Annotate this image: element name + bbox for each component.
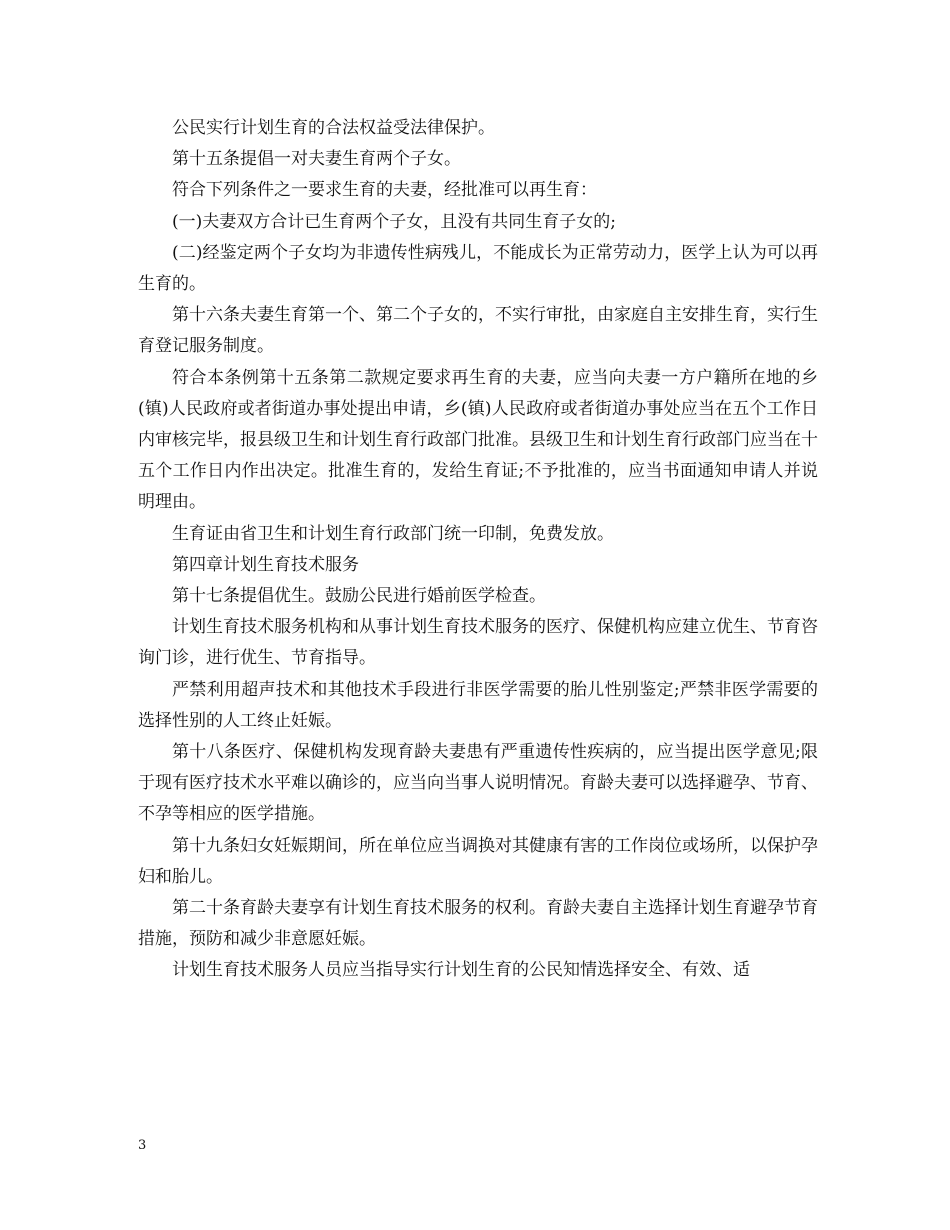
chapter-heading: 第四章计划生育技术服务 xyxy=(172,554,359,575)
paragraph: 符合本条例第十五条第二款规定要求再生育的夫妻，应当向夫妻一方户籍所在地的乡(镇)人民政府或者街道办事处提出申请，乡(镇)人民政府或者街道办事处应当在五个工作日内审核完毕，报县级卫生和计划生育行政部门批准。县级卫生和计划生育行政部门应当在十五个工作日内作出决定。批准生育的，发给生育证;不予批准的，应当书面通知申请人并说明理由。 xyxy=(138,367,818,513)
paragraph: 第十七条提倡优生。鼓励公民进行婚前医学检查。 xyxy=(172,586,546,607)
paragraph: 第十五条提倡一对夫妻生育两个子女。 xyxy=(172,149,461,170)
paragraph: 公民实行计划生育的合法权益受法律保护。 xyxy=(172,118,495,138)
page-number: 3 xyxy=(138,1138,147,1153)
paragraph: 第二十条育龄夫妻享有计划生育技术服务的权利。育龄夫妻自主选择计划生育避孕节育措施，预防和减少非意愿妊娠。 xyxy=(138,898,818,950)
paragraph: (二)经鉴定两个子女均为非遗传性病残儿，不能成长为正常劳动力，医学上认为可以再生育的。 xyxy=(138,242,818,295)
paragraph: 第十六条夫妻生育第一个、第二个子女的，不实行审批，由家庭自主安排生育，实行生育登记服务制度。 xyxy=(138,305,818,357)
paragraph: 计划生育技术服务人员应当指导实行计划生育的公民知情选择安全、有效、适 xyxy=(172,960,750,981)
paragraph: 第十九条妇女妊娠期间，所在单位应当调换对其健康有害的工作岗位或场所，以保护孕妇和胎儿。 xyxy=(138,835,818,887)
document-body xyxy=(138,113,818,987)
paragraph: 严禁利用超声技术和其他技术手段进行非医学需要的胎儿性别鉴定;严禁非医学需要的选择性别的人工终止妊娠。 xyxy=(138,679,818,731)
paragraph: 计划生育技术服务机构和从事计划生育技术服务的医疗、保健机构应建立优生、节育咨询门诊，进行优生、节育指导。 xyxy=(138,617,818,669)
paragraph: 第十八条医疗、保健机构发现育龄夫妻患有严重遗传性疾病的，应当提出医学意见;限于现有医疗技术水平难以确诊的，应当向当事人说明情况。育龄夫妻可以选择避孕、节育、不孕等相应的医学措施。 xyxy=(138,742,818,825)
paragraph: (一)夫妻双方合计已生育两个子女，且没有共同生育子女的; xyxy=(172,211,616,232)
paragraph: 符合下列条件之一要求生育的夫妻，经批准可以再生育： xyxy=(172,180,597,201)
paragraph: 生育证由省卫生和计划生育行政部门统一印制，免费发放。 xyxy=(172,523,614,544)
